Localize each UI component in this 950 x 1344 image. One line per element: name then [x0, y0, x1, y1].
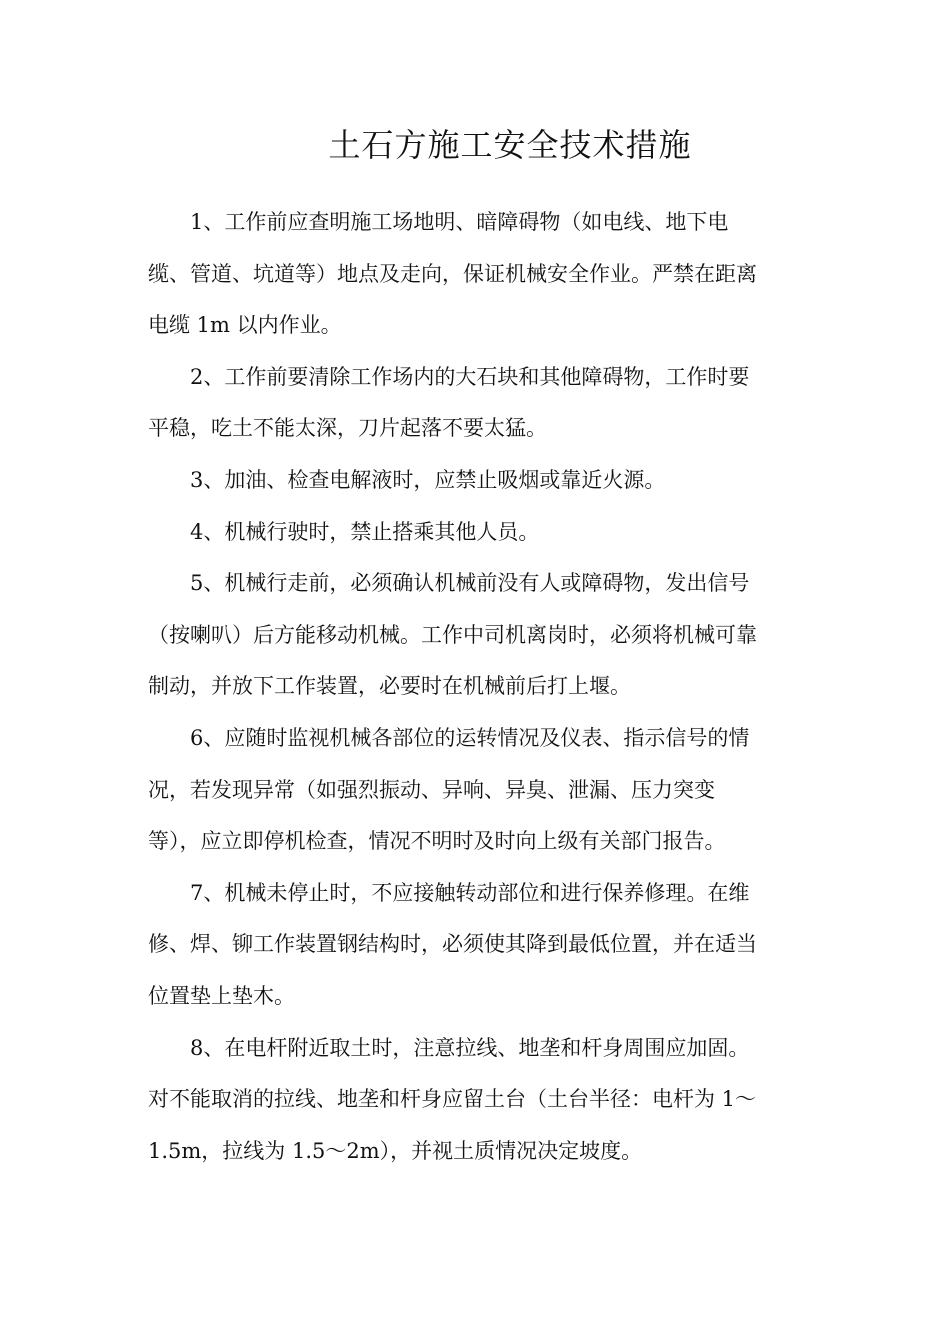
paragraph-line: 5、机械行走前，必须确认机械前没有人或障碍物，发出信号 — [190, 571, 750, 596]
paragraph-line: 况，若发现异常（如强烈振动、异响、异臭、泄漏、压力突变 — [148, 777, 715, 802]
paragraph-line: 电缆 1m 以内作业。 — [148, 313, 342, 338]
paragraph-line: 制动，并放下工作装置，必要时在机械前后打上堰。 — [148, 674, 631, 699]
paragraph-line: 3、加油、检查电解液时，应禁止吸烟或靠近火源。 — [190, 467, 666, 492]
paragraph-line: 修、焊、铆工作装置钢结构时，必须使其降到最低位置，并在适当 — [148, 932, 757, 957]
paragraph-line: 7、机械未停止时，不应接触转动部位和进行保养修理。在维 — [190, 880, 750, 905]
paragraph-line: 等），应立即停机检查，情况不明时及时向上级有关部门报告。 — [148, 829, 726, 854]
paragraph-line: 2、工作前要清除工作场内的大石块和其他障碍物，工作时要 — [190, 364, 750, 389]
paragraph-line: 8、在电杆附近取土时，注意拉线、地垄和杆身周围应加固。 — [190, 1035, 750, 1060]
paragraph-5 — [148, 558, 808, 713]
paragraph-line: 1.5m，拉线为 1.5～2m），并视土质情况决定坡度。 — [148, 1138, 643, 1163]
paragraph-line: 对不能取消的拉线、地垄和杆身应留土台（土台半径：电杆为 1～ — [148, 1087, 757, 1112]
paragraph-line: 1、工作前应查明施工场地明、暗障碍物（如电线、地下电 — [190, 210, 729, 234]
paragraph-line: 平稳，吃土不能太深，刀片起落不要太猛。 — [148, 416, 547, 441]
paragraph-line: 缆、管道、坑道等）地点及走向，保证机械安全作业。严禁在距离 — [148, 261, 757, 286]
document-title: 土石方施工安全技术措施 — [328, 126, 692, 164]
paragraph-6 — [148, 713, 808, 868]
paragraph-line: 4、机械行驶时，禁止搭乘其他人员。 — [190, 519, 540, 544]
paragraph-line: 6、应随时监视机械各部位的运转情况及仪表、指示信号的情 — [190, 725, 750, 750]
paragraph-8 — [148, 1023, 808, 1178]
paragraph-3 — [148, 455, 808, 507]
paragraph-line: 位置垫上垫木。 — [148, 983, 295, 1008]
paragraph-7 — [148, 868, 808, 1023]
paragraph-2 — [148, 352, 808, 455]
paragraph-line: （按喇叭）后方能移动机械。工作中司机离岗时，必须将机械可靠 — [148, 622, 757, 647]
paragraph-4 — [148, 507, 808, 559]
document-body — [148, 197, 808, 1177]
paragraph-1 — [148, 197, 808, 352]
